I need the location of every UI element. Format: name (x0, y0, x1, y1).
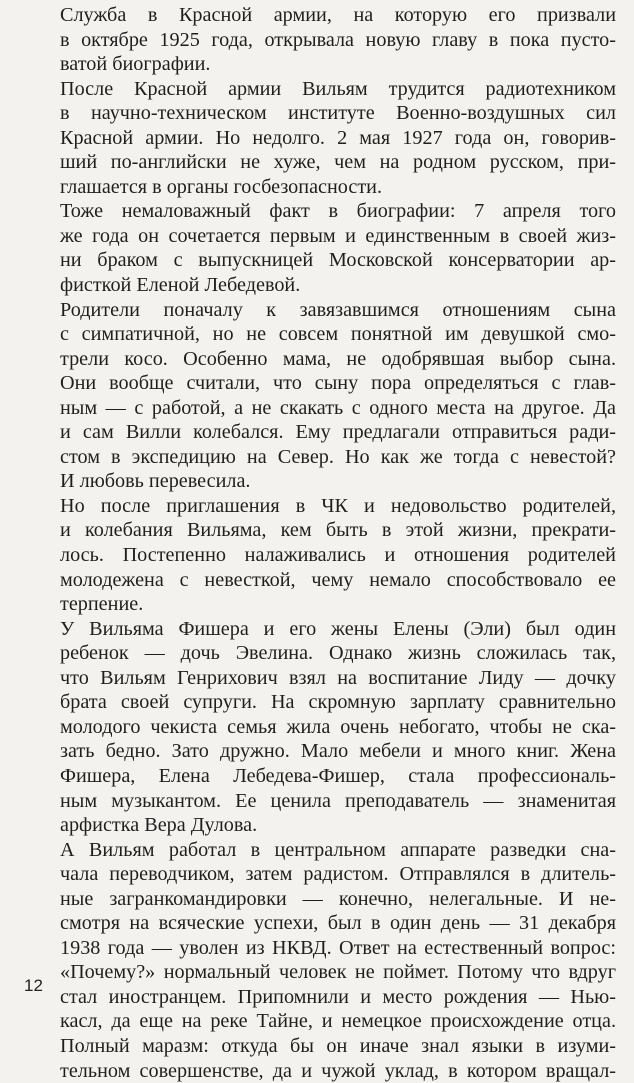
text-line: Они вообще считали, что сыну пора определяться с глав- (60, 372, 616, 395)
text-line: с симпатичной, но не совсем понятной им девушкой смо- (60, 323, 616, 346)
paragraph (22, 838, 616, 1083)
text-line: стом в экспедицию на Север. Но как же тогда с невестой? (60, 445, 616, 468)
text-line: ни браком с выпускницей Московской консерватории ар- (60, 249, 616, 272)
text-line: ватой биографии. (60, 53, 211, 76)
book-page (22, 0, 616, 1082)
text-line: Красной армии. Но недолго. 2 мая 1927 года он, говорив- (60, 126, 616, 149)
text-line: Тоже немаловажный факт в биографии: 7 апреля того (60, 200, 616, 223)
paragraph (22, 199, 616, 297)
text-line: молодежена с невесткой, чему немало способствовало ее (60, 568, 616, 591)
text-line: У Вильяма Фишера и его жены Елены (Эли) был один (60, 617, 616, 640)
text-line: ший по-английски не хуже, чем на родном русском, при- (60, 151, 616, 174)
text-line: Но после приглашения в ЧК и недовольство родителей, (60, 494, 616, 517)
text-line: «Почему?» нормальный человек не поймет. Потому что вдруг (60, 961, 616, 984)
text-line: И любовь перевесила. (60, 470, 251, 493)
text-line: глашается в органы госбезопасности. (60, 175, 383, 198)
text-line: брата своей супруги. На скромную зарплату сравнительно (60, 691, 616, 714)
text-line: ным музыкантом. Ее ценила преподаватель — знаменитая (60, 789, 616, 812)
text-line: Родители поначалу к завязавшимся отношениям сына (60, 298, 616, 321)
paragraph (22, 298, 616, 494)
text-line: лось. Постепенно налаживались и отношения родителей (60, 544, 616, 567)
text-line: После Красной армии Вильям трудится радиотехником (60, 77, 616, 100)
text-line: и колебания Вильяма, кем быть в этой жизни, прекрати- (60, 519, 616, 542)
text-line: Полный маразм: откуда бы он иначе знал языки в изуми- (60, 1034, 616, 1057)
text-line: 1938 года — уволен из НКВД. Ответ на естественный вопрос: (60, 936, 616, 959)
text-line: в октябре 1925 года, открывала новую главу в пока пусто- (60, 28, 616, 51)
text-line: стал иностранцем. Припомнили и место рождения — Нью- (60, 985, 616, 1008)
text-line: смотря на всяческие успехи, был в один день — 31 декабря (60, 912, 616, 935)
text-line: что Вильям Генрихович взял на воспитание Лиду — дочку (60, 666, 616, 689)
page-number: 12 (24, 976, 43, 995)
text-line: ные загранкомандировки — конечно, нелегальные. И не- (60, 887, 616, 910)
body-text (22, 3, 616, 1083)
text-line: в научно-техническом институте Военно-воздушных сил (60, 102, 616, 125)
text-line: зать бедно. Зато дружно. Мало мебели и много книг. Жена (60, 740, 616, 763)
text-line: молодого чекиста семья жила очень небогато, чтобы не ска- (60, 715, 616, 738)
text-line: чала переводчиком, затем радистом. Отправлялся в длитель- (60, 863, 616, 886)
text-line: и сам Вилли колебался. Ему предлагали отправиться ради- (60, 421, 616, 444)
text-line: Служба в Красной армии, на которую его призвали (60, 4, 616, 26)
paragraph (22, 77, 616, 200)
text-line: ным — с работой, а не скакать с одного места на другое. Да (60, 396, 616, 419)
text-line: тельном совершенстве, да и чужой уклад, в котором вращал- (60, 1059, 616, 1082)
text-line: А Вильям работал в центральном аппарате разведки сна- (60, 838, 616, 861)
paragraph (22, 3, 616, 77)
text-line: арфистка Вера Дулова. (60, 814, 258, 837)
text-line: трели косо. Особенно мама, не одобрявшая выбор сына. (60, 347, 616, 370)
text-line: касл, да еще на реке Тайне, и немецкое происхождение отца. (60, 1010, 616, 1033)
paragraph (22, 617, 616, 838)
text-line: фисткой Еленой Лебедевой. (60, 274, 301, 297)
text-line: же года он сочетается первым и единственным в своей жиз- (60, 224, 616, 247)
text-line: терпение. (60, 593, 144, 616)
paragraph (22, 494, 616, 617)
text-line: ребенок — дочь Эвелина. Однако жизнь сложилась так, (60, 642, 616, 665)
text-line: Фишера, Елена Лебедева-Фишер, стала профессиональ- (60, 764, 616, 787)
